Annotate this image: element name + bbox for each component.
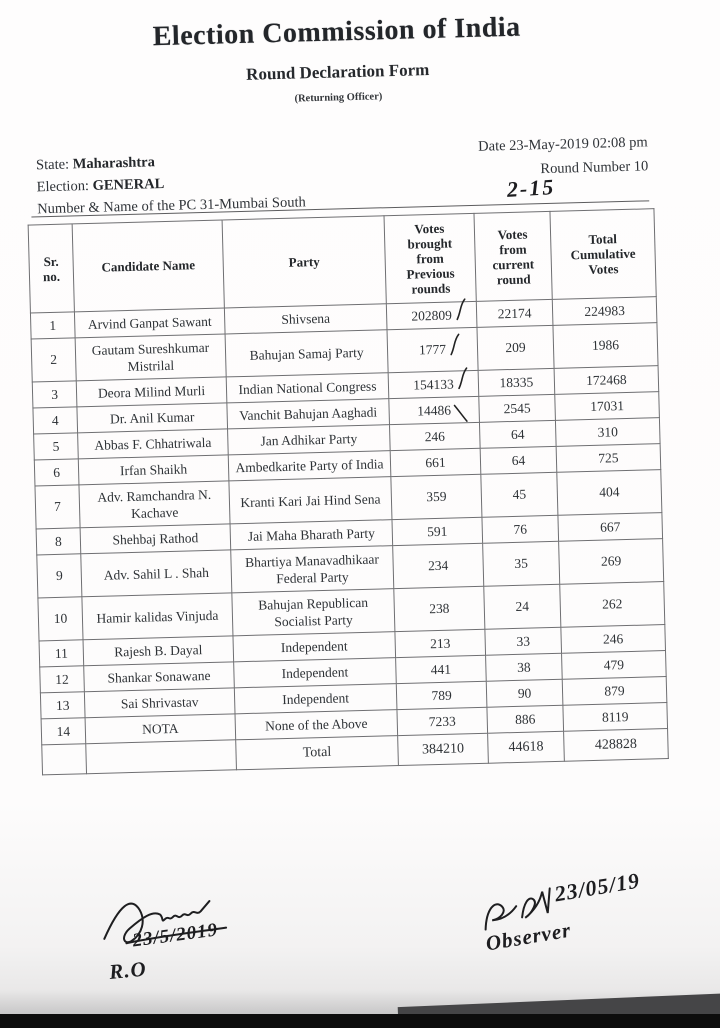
cell-sr: 12 (40, 666, 85, 693)
cell-total-votes: 404 (557, 470, 662, 516)
cell-votes-previous: 789 (396, 681, 487, 709)
cell-votes-current: 64 (479, 420, 556, 448)
cell-votes-current: 18335 (478, 368, 555, 396)
org-title: Election Commission of India (152, 11, 522, 53)
col-header-votes-previous: Votes brought from Previous rounds (384, 213, 476, 303)
cell-total-votes: 269 (559, 539, 664, 585)
cell-votes-current: 35 (483, 541, 560, 586)
cell-candidate-name: Adv. Ramchandra N. Kachave (79, 481, 230, 528)
info-block-right (478, 130, 649, 182)
cell-party: Ambedkarite Party of India (228, 451, 391, 481)
cell-votes-previous: 591 (392, 517, 483, 545)
cell-sr: 5 (34, 433, 79, 460)
col-header-party: Party (222, 216, 386, 308)
col-header-sr-no: Sr. no. (28, 224, 74, 313)
cell-sr-empty (42, 744, 87, 775)
cell-total-previous: 384210 (398, 733, 489, 765)
state-value: Maharashtra (72, 154, 156, 173)
form-title: Round Declaration Form (245, 60, 430, 84)
round-number-line: Round Number 10 (540, 158, 649, 178)
cell-sr: 6 (34, 459, 79, 486)
cell-votes-previous: 661 (390, 448, 481, 476)
cell-votes-current: 90 (486, 679, 563, 707)
col-header-total-cumulative: Total Cumulative Votes (550, 209, 656, 300)
cell-party: Independent (234, 658, 397, 688)
cell-sr: 14 (41, 718, 86, 745)
cell-votes-previous: 238 (394, 586, 485, 631)
cell-candidate-name: Irfan Shaikh (78, 455, 229, 485)
observer-label: Observer (483, 917, 573, 956)
cell-candidate-name: Hamir kalidas Vinjuda (82, 593, 233, 640)
cell-party: Kranti Kari Jai Hind Sena (229, 477, 392, 524)
cell-votes-current: 209 (477, 325, 554, 370)
cell-candidate-name: Adv. Sahil L . Shah (81, 550, 232, 597)
cell-party: Bahujan Samaj Party (225, 330, 388, 377)
cell-votes-previous (386, 301, 477, 329)
cell-candidate-name: Dr. Anil Kumar (77, 403, 228, 433)
form-subtitle: (Returning Officer) (294, 91, 383, 105)
state-label: State: (35, 156, 70, 174)
round-declaration-table (28, 208, 669, 775)
cell-party: Independent (233, 632, 396, 662)
election-label: Election: (36, 177, 90, 196)
votes-previous-value: 14486 (417, 402, 452, 418)
cell-party: Independent (234, 684, 397, 714)
election-value: GENERAL (92, 176, 165, 194)
cell-votes-previous: 246 (389, 422, 480, 450)
cell-sr: 13 (40, 692, 85, 719)
observer-signature-date: 23/05/19 (552, 867, 642, 907)
cell-party: Vanchit Bahujan Aaghadi (227, 399, 390, 429)
cell-votes-previous (388, 370, 479, 398)
cell-votes-current: 24 (484, 584, 561, 629)
votes-previous-value: 154133 (413, 375, 454, 393)
cell-votes-current: 64 (480, 446, 557, 474)
cell-sr: 10 (38, 597, 83, 641)
cell-sr: 3 (32, 381, 77, 408)
date-line: Date 23-May-2019 02:08 pm (477, 134, 648, 155)
cell-party: Jai Maha Bharath Party (230, 520, 393, 550)
cell-sr: 2 (31, 338, 76, 382)
cell-votes-current: 22174 (476, 299, 553, 327)
cell-votes-current: 45 (481, 472, 558, 517)
cell-votes-previous: 359 (391, 474, 482, 519)
cell-total-votes: 479 (562, 651, 667, 680)
cell-candidate-name: Shankar Sonawane (84, 662, 235, 692)
cell-party: Shivsena (224, 304, 387, 334)
cell-sr: 7 (35, 485, 80, 529)
cell-candidate-name: Abbas F. Chhatriwala (78, 429, 229, 459)
votes-previous-value: 202809 (411, 307, 453, 324)
cell-total-label: Total (236, 736, 399, 770)
cell-total-votes: 262 (560, 582, 665, 628)
handwritten-round-note: 2-15 (506, 173, 556, 202)
cell-sr: 11 (39, 640, 84, 667)
cell-sr: 1 (30, 312, 75, 339)
cell-sr: 9 (37, 554, 82, 598)
cell-total-votes: 172468 (554, 366, 659, 395)
scan-bottom-black-bar (0, 1014, 720, 1028)
cell-party: Jan Adhikar Party (228, 425, 391, 455)
cell-party: Bhartiya Manavadhikaar Federal Party (231, 546, 394, 593)
cell-total-cumulative: 428828 (564, 729, 669, 762)
cell-candidate-name: Shehbaj Rathod (80, 524, 231, 554)
cell-total-votes: 17031 (555, 392, 660, 421)
cell-name-empty (86, 740, 237, 774)
cell-sr: 4 (33, 407, 78, 434)
col-header-candidate-name: Candidate Name (72, 220, 224, 312)
cell-votes-previous: 213 (395, 629, 486, 657)
cell-candidate-name: Rajesh B. Dayal (83, 636, 234, 666)
cell-votes-previous: 234 (393, 543, 484, 588)
cell-votes-previous: 7233 (397, 707, 488, 735)
cell-total-votes: 1986 (553, 323, 658, 369)
ro-signature-block (97, 887, 269, 984)
cell-candidate-name: Deora Milind Murli (76, 377, 227, 407)
cell-votes-current: 33 (485, 627, 562, 655)
cell-votes-previous: 441 (396, 655, 487, 683)
cell-candidate-name: NOTA (85, 714, 236, 744)
cell-votes-current: 2545 (479, 394, 556, 422)
votes-previous-value: 1777 (418, 341, 447, 358)
cell-total-votes: 8119 (563, 703, 668, 732)
cell-total-current: 44618 (488, 731, 565, 763)
cell-sr: 8 (36, 528, 81, 555)
cell-total-votes: 224983 (552, 297, 657, 326)
cell-candidate-name: Sai Shrivastav (84, 688, 235, 718)
cell-total-votes: 667 (558, 513, 663, 542)
observer-signature-block (474, 868, 648, 958)
cell-total-votes: 725 (556, 444, 661, 473)
cell-candidate-name: Gautam Sureshkumar Mistrilal (75, 334, 226, 381)
table-header-row (28, 209, 656, 313)
cell-total-votes: 879 (562, 677, 667, 706)
col-header-votes-current: Votes from current round (474, 211, 552, 301)
cell-votes-previous (389, 396, 480, 424)
pc-line: Number & Name of the PC 31-Mumbai South (37, 194, 306, 218)
cell-total-votes: 310 (555, 418, 660, 447)
cell-total-votes: 246 (561, 625, 666, 654)
cell-votes-current: 76 (482, 515, 559, 543)
ro-signature-date: 23/5/2019 (131, 919, 220, 952)
cell-party: Indian National Congress (226, 373, 389, 403)
cell-candidate-name: Arvind Ganpat Sawant (74, 308, 225, 338)
ro-label: R.O (108, 956, 148, 984)
cell-party: Bahujan Republican Socialist Party (232, 589, 395, 636)
cell-votes-current: 38 (486, 653, 563, 681)
cell-party: None of the Above (235, 710, 398, 740)
cell-votes-current: 886 (487, 705, 564, 733)
